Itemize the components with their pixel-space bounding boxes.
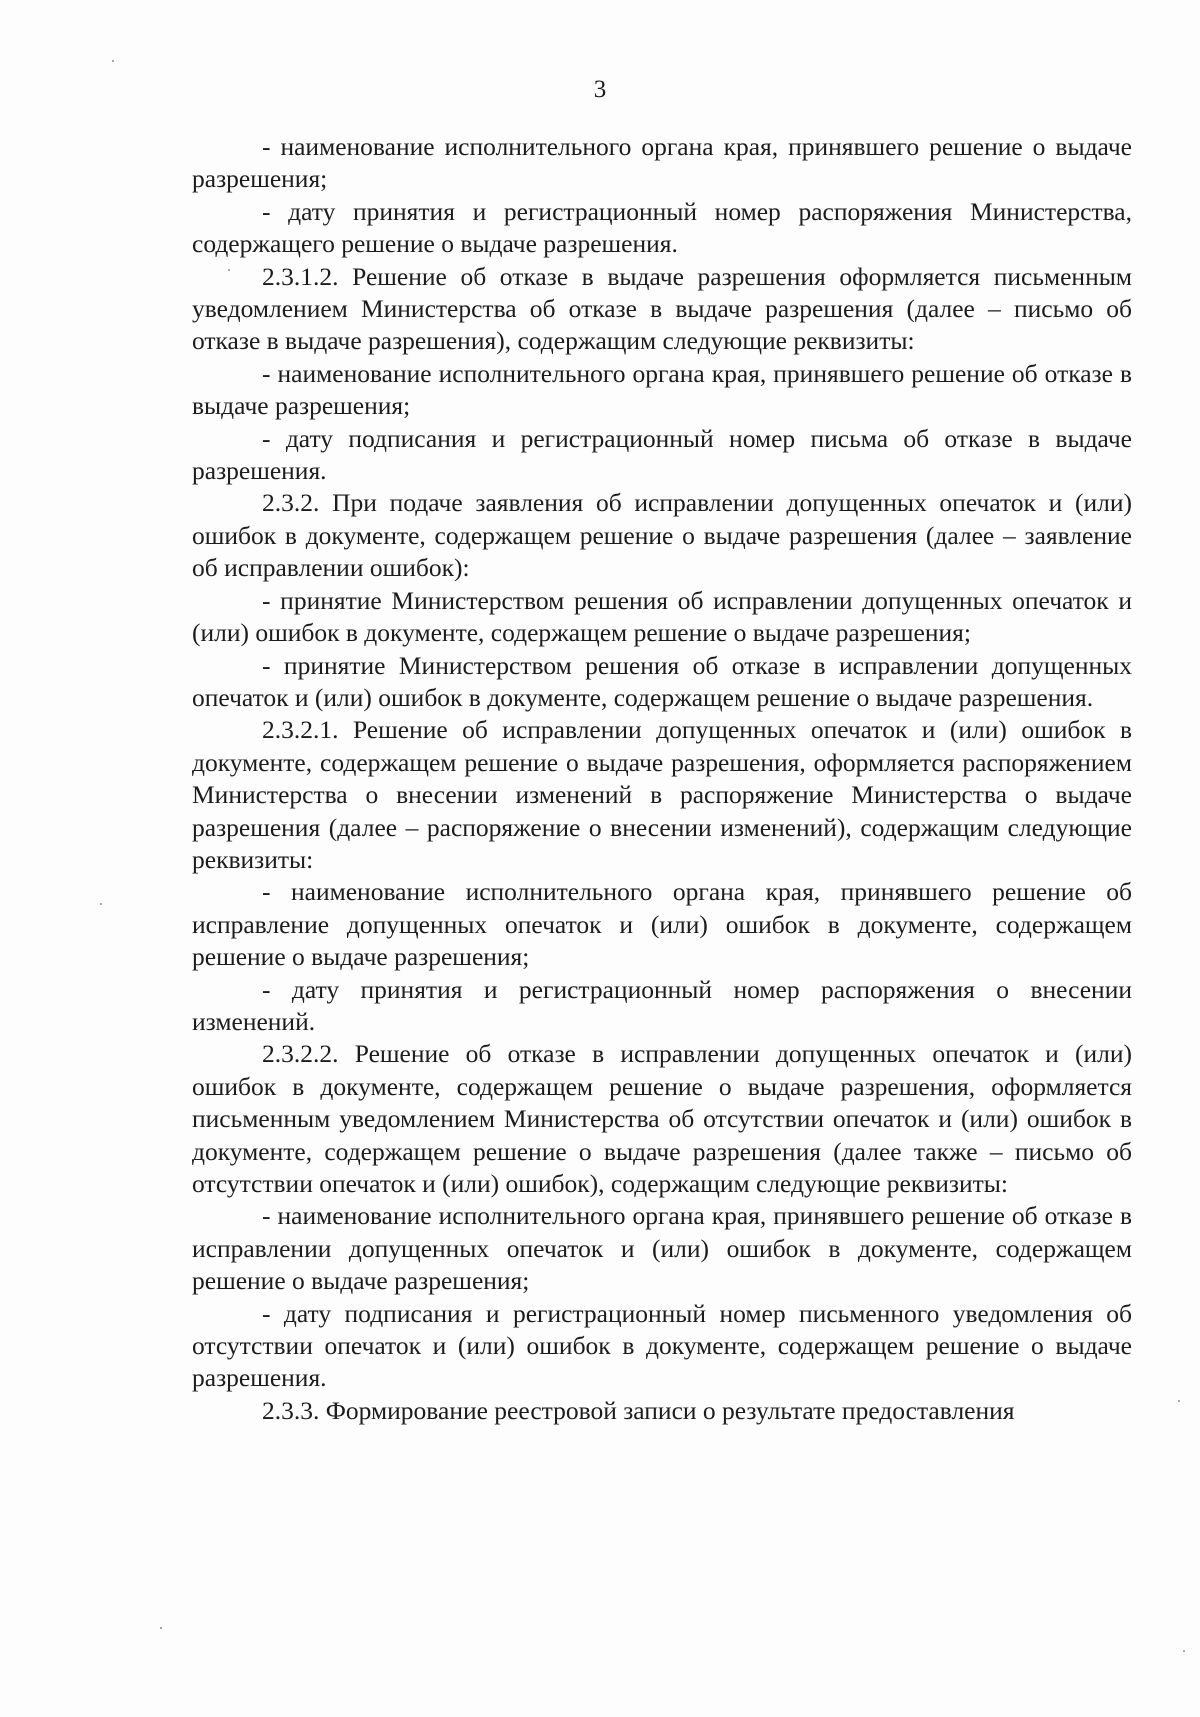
paragraph: - принятие Министерством решения об отказе в исправлении допущенных опечаток и (или) ошибок в документе, содержащем решение о выдаче разрешения. [192, 650, 1132, 712]
scan-speck [112, 60, 114, 62]
scan-speck [160, 1627, 162, 1629]
paragraph: 2.3.2.2. Решение об отказе в исправлении допущенных опечаток и (или) ошибок в документе, содержащем решение о выдаче разрешения, оформляется письменным уведомлением Министерства об отсутствии опечаток и (или) ошибок в документе, содержащем решение о выдаче разрешения (далее также – письмо об отсутствии опечаток и (или) ошибок), содержащим следующие реквизиты: [192, 1039, 1132, 1198]
page-number: 3 [593, 76, 607, 103]
paragraph: 2.3.1.2. Решение об отказе в выдаче разрешения оформляется письменным уведомлением Министерства об отказе в выдаче разрешения (далее – письмо об отказе в выдаче разрешения), содержащим следующие реквизиты: [192, 261, 1132, 356]
paragraph: - дату принятия и регистрационный номер распоряжения Министерства, содержащего решение о выдаче разрешения. [192, 196, 1132, 259]
paragraph: - наименование исполнительного органа края, принявшего решение об отказе в выдаче разрешения; [192, 358, 1132, 421]
document-body [192, 131, 1132, 1427]
paragraph: 2.3.2. При подаче заявления об исправлении допущенных опечаток и (или) ошибок в документе, содержащем решение о выдаче разрешения (далее – заявление об исправлении ошибок): [192, 488, 1132, 583]
paragraph: - принятие Министерством решения об исправлении допущенных опечаток и (или) ошибок в документе, содержащем решение о выдаче разрешения; [192, 585, 1132, 648]
paragraph: - дату принятия и регистрационный номер распоряжения о внесении изменений. [192, 974, 1132, 1036]
paragraph: - дату подписания и регистрационный номер письма об отказе в выдаче разрешения. [192, 423, 1132, 486]
scan-speck [1183, 1650, 1185, 1652]
paragraph: - наименование исполнительного органа края, принявшего решение об исправление допущенных опечаток и (или) ошибок в документе, содержащем решение о выдаче разрешения; [192, 877, 1132, 972]
paragraph: - наименование исполнительного органа края, принявшего решение об отказе в исправлении допущенных опечаток и (или) ошибок в документе, содержащем решение о выдаче разрешения; [192, 1201, 1132, 1296]
scan-speck [1178, 1400, 1180, 1402]
scan-speck [228, 269, 230, 271]
scan-speck [100, 903, 102, 905]
paragraph: 2.3.3. Формирование реестровой записи о результате предоставления [262, 1395, 1015, 1425]
paragraph: - дату подписания и регистрационный номер письменного уведомления об отсутствии опечаток и (или) ошибок в документе, содержащем решение о выдаче разрешения. [192, 1298, 1132, 1393]
paragraph: 2.3.2.1. Решение об исправлении допущенных опечаток и (или) ошибок в документе, содержащем решение о выдаче разрешения, оформляется распоряжением Министерства о внесении изменений в распоряжение Министерства о выдаче разрешения (далее – распоряжение о внесении изменений), содержащим следующие реквизиты: [192, 715, 1132, 874]
paragraph: - наименование исполнительного органа края, принявшего решение о выдаче разрешения; [192, 132, 1132, 194]
